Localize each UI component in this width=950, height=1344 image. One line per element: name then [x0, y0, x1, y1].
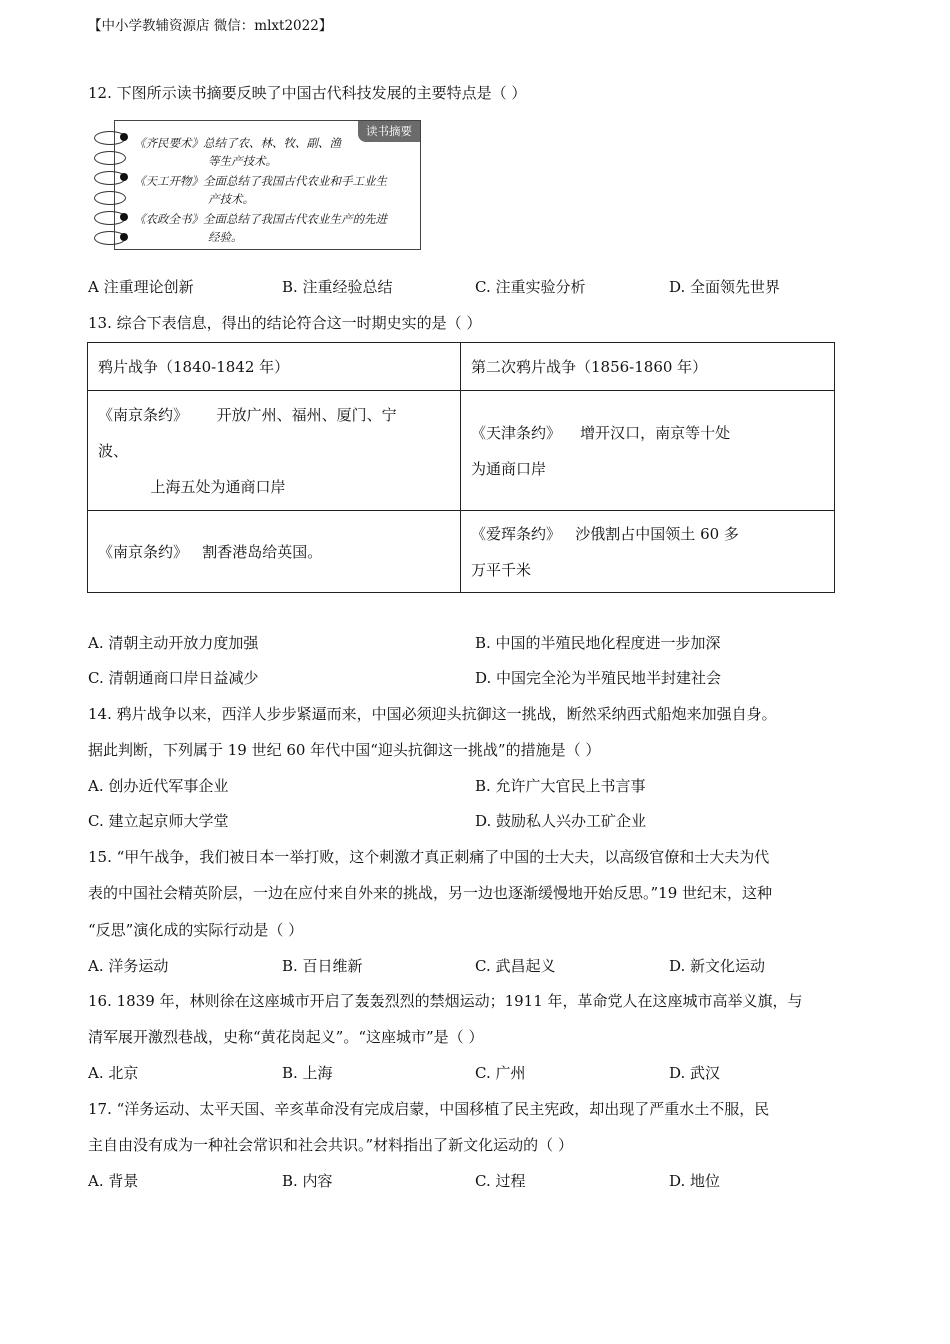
q17-option-c[interactable]: C. 过程	[475, 1172, 526, 1190]
q13-stem: 13. 综合下表信息，得出的结论符合这一时期史实的是（ ）	[88, 314, 482, 332]
q17-stem-line: 17. “洋务运动、太平天国、辛亥革命没有完成启蒙，中国移植了民主宪政，却出现了严重水土不服，民	[88, 1100, 770, 1118]
q13-option-d[interactable]: D. 中国完全沦为半殖民地半封建社会	[475, 669, 722, 687]
cell-line: 《南京条约》 割香港岛给英国。	[98, 542, 323, 561]
q14-option-d[interactable]: D. 鼓励私人兴办工矿企业	[475, 812, 647, 830]
q15-stem-line: 表的中国社会精英阶层，一边在应付来自外来的挑战，另一边也逐渐缓慢地开始反思。”19 世纪末，这种	[88, 884, 773, 902]
cell-line: 《南京条约》 开放广州、福州、厦门、宁	[98, 405, 397, 424]
q15-option-d[interactable]: D. 新文化运动	[669, 957, 766, 975]
note-line: 经验。	[208, 230, 243, 244]
q14-option-c[interactable]: C. 建立起京师大学堂	[88, 812, 229, 830]
q16-stem-line: 清军展开激烈巷战，史称“黄花岗起义”。“这座城市”是（ ）	[88, 1028, 484, 1046]
table-cell	[461, 391, 835, 511]
q14-stem-line: 14. 鸦片战争以来，西洋人步步紧逼而来，中国必须迎头抗御这一挑战，断然采纳西式船炮来加强自身。	[88, 705, 777, 723]
table-header-cell: 鸦片战争（1840-1842 年）	[88, 343, 461, 391]
note-line: 《齐民要术》总结了农、林、牧、副、渔	[134, 136, 341, 150]
cell-line: 《爱珲条约》 沙俄割占中国领土 60 多	[471, 524, 739, 543]
cell-line: 为通商口岸	[471, 459, 547, 478]
q16-option-a[interactable]: A. 北京	[88, 1064, 139, 1082]
q16-stem-line: 16. 1839 年，林则徐在这座城市开启了轰轰烈烈的禁烟运动；1911 年，革命党人在这座城市高举义旗，与	[88, 992, 803, 1010]
q15-option-a[interactable]: A. 洋务运动	[88, 957, 169, 975]
table-cell	[461, 511, 835, 593]
note-line: 《天工开物》全面总结了我国古代农业和手工业生	[134, 174, 387, 188]
q15-stem-line: “反思”演化成的实际行动是（ ）	[88, 921, 304, 939]
q15-option-c[interactable]: C. 武昌起义	[475, 957, 556, 975]
cell-line: 上海五处为通商口岸	[98, 477, 286, 496]
q12-option-a[interactable]: A 注重理论创新	[88, 278, 194, 296]
spiral-ring-icon	[94, 191, 126, 205]
note-line: 产技术。	[208, 192, 254, 206]
q13-table	[87, 342, 835, 593]
spiral-hole-icon	[120, 173, 128, 181]
q16-option-c[interactable]: C. 广州	[475, 1064, 526, 1082]
cell-line: 万平千米	[471, 560, 532, 579]
spiral-ring-icon	[94, 151, 126, 165]
q17-option-a[interactable]: A. 背景	[88, 1172, 139, 1190]
q14-stem-line: 据此判断，下列属于 19 世纪 60 年代中国“迎头抗御这一挑战”的措施是（ ）	[88, 741, 601, 759]
q14-option-a[interactable]: A. 创办近代军事企业	[88, 777, 229, 795]
note-card-tag: 读书摘要	[358, 121, 420, 142]
q13-option-c[interactable]: C. 清朝通商口岸日益减少	[88, 669, 259, 687]
table-header-cell: 第二次鸦片战争（1856-1860 年）	[461, 343, 835, 391]
q12-stem: 12. 下图所示读书摘要反映了中国古代科技发展的主要特点是（ ）	[88, 84, 527, 102]
spiral-hole-icon	[120, 233, 128, 241]
q17-option-d[interactable]: D. 地位	[669, 1172, 721, 1190]
q16-option-b[interactable]: B. 上海	[282, 1064, 333, 1082]
cell-line: 波、	[98, 441, 129, 460]
table-cell	[88, 511, 461, 593]
note-line: 《农政全书》全面总结了我国古代农业生产的先进	[134, 212, 387, 226]
spiral-hole-icon	[120, 133, 128, 141]
q15-stem-line: 15. “甲午战争，我们被日本一举打败，这个刺激才真正刺痛了中国的士大夫，以高级官僚和士大夫为代	[88, 848, 770, 866]
table-cell	[88, 391, 461, 511]
q13-option-b[interactable]: B. 中国的半殖民地化程度进一步加深	[475, 634, 721, 652]
q15-option-b[interactable]: B. 百日维新	[282, 957, 363, 975]
q13-option-a[interactable]: A. 清朝主动开放力度加强	[88, 634, 259, 652]
q12-option-b[interactable]: B. 注重经验总结	[282, 278, 393, 296]
q17-option-b[interactable]: B. 内容	[282, 1172, 333, 1190]
reading-note-card	[94, 115, 424, 255]
q12-option-d[interactable]: D. 全面领先世界	[669, 278, 781, 296]
cell-line: 《天津条约》 增开汉口，南京等十处	[471, 423, 731, 442]
note-line: 等生产技术。	[208, 154, 277, 168]
q14-option-b[interactable]: B. 允许广大官民上书言事	[475, 777, 646, 795]
spiral-hole-icon	[120, 213, 128, 221]
page-header: 【中小学教辅资源店 微信：mlxt2022】	[88, 18, 333, 34]
q17-stem-line: 主自由没有成为一种社会常识和社会共识。”材料指出了新文化运动的（ ）	[88, 1136, 573, 1154]
q12-option-c[interactable]: C. 注重实验分析	[475, 278, 586, 296]
q16-option-d[interactable]: D. 武汉	[669, 1064, 721, 1082]
